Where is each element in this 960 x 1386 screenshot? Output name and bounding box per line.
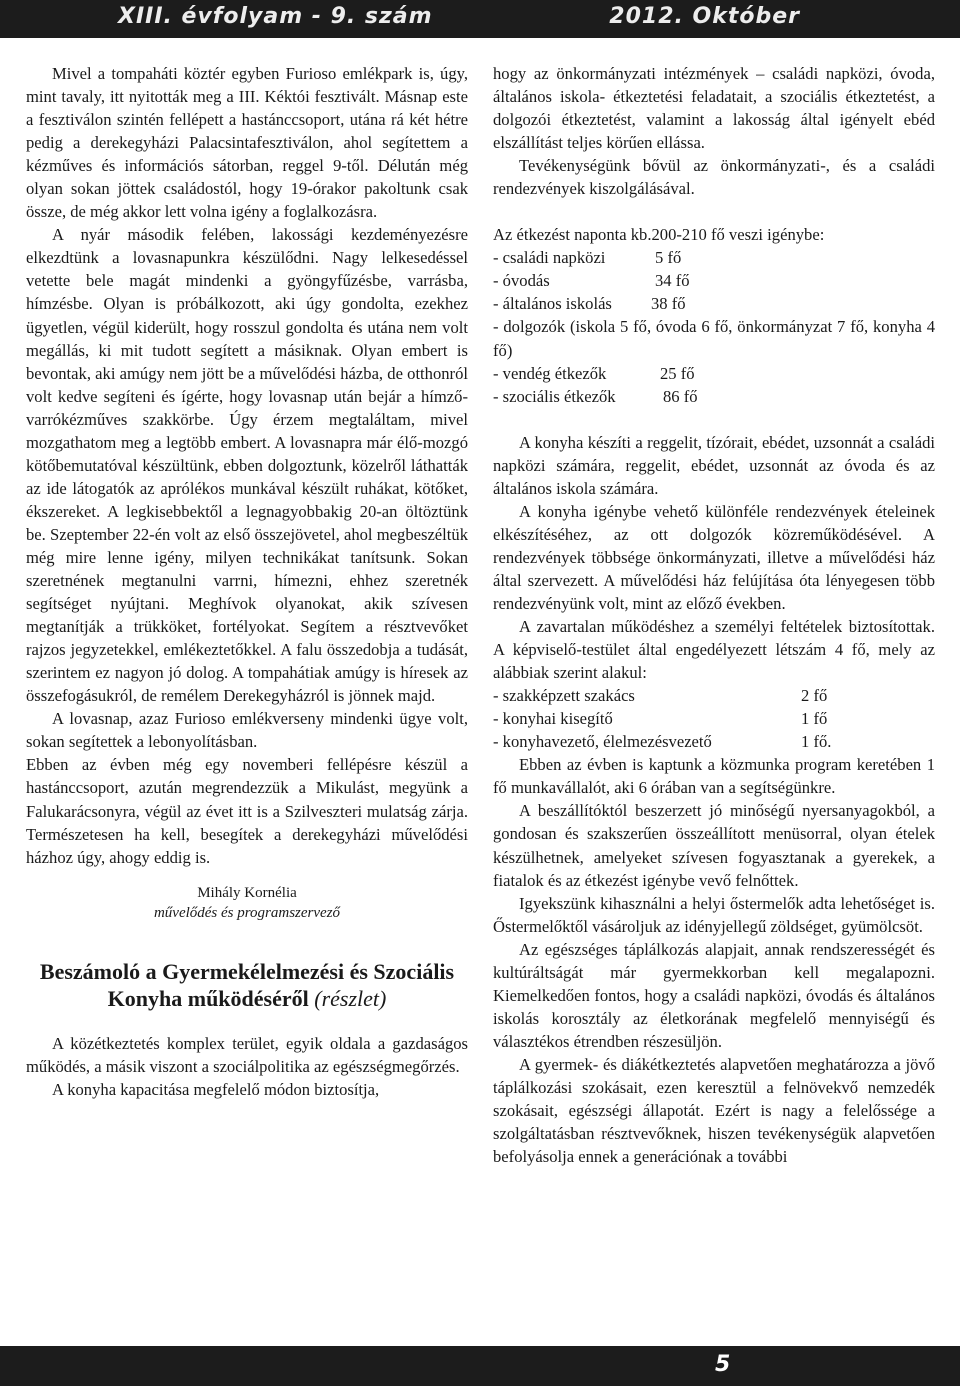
- article-title-sub: (részlet): [314, 985, 387, 1011]
- list-item: [493, 246, 935, 269]
- paragraph: A konyha igénybe vehető különféle rendezvények ételeinek elkészítéséhez, az ott dolgozók közreműködésével. A rendezvények többsége önkormányzati, illetve a művelődési ház által szervezett. A művelődési ház felújítása óta lényegesen több rendezvényünk volt, mint az előző években.: [493, 501, 935, 613]
- list-item: [493, 269, 935, 292]
- page-number: 5: [715, 1352, 731, 1377]
- issue-label: XIII. évfolyam - 9. szám: [118, 4, 433, 29]
- author-name: Mihály Kornélia: [197, 884, 297, 901]
- signature: [26, 883, 468, 923]
- list-item-label: - konyhavezető, élelmezésvezető: [493, 732, 712, 752]
- list-item-value: 1 fő: [801, 709, 828, 729]
- staff-list: [493, 684, 935, 753]
- list-item-label: - óvodás: [493, 271, 550, 291]
- list-item: [493, 684, 935, 707]
- list-item: [493, 315, 935, 361]
- list-item-label: - dolgozók (iskola 5 fő, óvoda 6 fő, önkormányzat 7 fő, konyha 4 fő): [493, 317, 935, 360]
- list-item: [493, 362, 935, 385]
- list-item-value: 38 fő: [651, 294, 686, 314]
- list-item: [493, 292, 935, 315]
- list-item-value: 86 fő: [663, 386, 698, 406]
- list-item-label: - szakképzett szakács: [493, 686, 635, 706]
- list-item-value: 5 fő: [655, 248, 682, 268]
- list-item-label: - szociális étkezők: [493, 386, 616, 406]
- paragraph: A nyár második felében, lakossági kezdeményezésre elkezdtünk a lovasnapunkra készülődni. Nagy lelkesedéssel vetette bele magát mindenki a gyöngyfűzésbe, varrásba, hímzésbe. Olyan is próbálkozott, aki úgy gondolta, ezekhez ügyetlen, végül kiderült, hogy rosszul gondolta és utána nem volt megállás, ki mit tudott segített a másiknak. Olyan embert is bevontak, aki amúgy nem jött be a művelődési házba, de otthonról volt kedve segíteni és ígérte, hogy lovasnap után bejár a hímző-varrókézműves szakkörbe. Úgy érzem megtaláltam, mivel mozgathatom meg a legtöbb embert. A lovasnapra már élő-mozgó kötőbemutatóval készültünk, ebben dolgoztunk, közelről láthatták az ide látogatók az aprólékos munkával készült ruhákat, kötőket, ékszereket. A legkisebbektől a legnagyobbakig 20-an öltöztünk be. Szeptember 22-én volt az első összejövetel, ahol megbeszéltük még mire lenne igény, milyen technikákat tanítsunk. Sokan szeretnének megtanulni varrni, hímezni, ehhez szeretnék segítséget nyújtani. Meghívok olyanokat, akik szívesen megtanítják a trükköket, fortélyokat. Segítem a résztvevőket rajzos jegyzetekkel, emlékeztetőkkel. A falu összedobja a tudását, szerintem ez nagyon jó dolog. A tompahátiak amúgy is híresek az összefogásukról, de remélem Derekegyházról is jönnek majd.: [26, 225, 468, 706]
- list-item-label: - vendég étkezők: [493, 363, 607, 383]
- paragraph: A gyermek- és diákétkeztetés alapvetően meghatározza a jövő táplálkozási szokásait, ezen keresztül a felnövekvő nemzedék szokásait, egészségi állapotát. Ezért is nagy a felelőssége a szolgáltatásban résztvevőknek, hiszen tevékenységük alapvetően befolyásolja ennek a generációnak a további: [493, 1054, 935, 1167]
- paragraph: A konyha készíti a reggelit, tízórait, ebédet, uzsonnát a családi napközi számára, reggelit, ebédet, uzsonnát az óvoda és az általános iskola számára.: [493, 432, 935, 498]
- paragraph: Mivel a tompaháti köztér egyben Furioso emlékpark is, úgy, mint tavaly, itt nyitották meg a III. Kéktói fesztivált. Másnap este a fesztiválon szintén fellépett a hastánccsoport, utána rá két hétre pedig a derekegyházi Palacsintafesztiválon, ahol segítettem a kézműves és információs sátorban, reggel 9-től. Délután még olyan sokan jöttek családostól, hogy 19-órakor pakoltunk csak össze, de még akkor lett volna igény a foglalkozásra.: [26, 64, 468, 222]
- list-item-label: - családi napközi: [493, 248, 606, 268]
- paragraph: A konyha kapacitása megfelelő módon biztosítja,: [52, 1079, 380, 1099]
- header-bar: [0, 0, 960, 38]
- paragraph: A lovasnap, azaz Furioso emlékverseny mindenki ügye volt, sokan segítettek a lebonyolításban.: [26, 709, 468, 752]
- paragraph: Tevékenységünk bővül az önkormányzati-, és a családi rendezvények kiszolgálásával.: [493, 156, 935, 199]
- issue-date: 2012. Október: [609, 4, 800, 29]
- list-item-value: 1 fő.: [801, 732, 832, 752]
- paragraph: A zavartalan működéshez a személyi feltételek biztosítottak. A képviselő-testület által engedélyezett létszám 4 fő, mely az alábbiak szerint alakul:: [493, 617, 935, 683]
- article-title-main: Beszámoló a Gyermekélelmezési és Szociális Konyha működéséről: [39, 958, 455, 1011]
- paragraph: Az étkezést naponta kb.200-210 fő veszi igénybe:: [493, 225, 825, 245]
- paragraph: Az egészséges táplálkozás alapjait, annak rendszerességét és kultúráltságát már gyermekkorban kell megalapozni. Kiemelkedően fontos, hogy a családi napközi, óvodás és általános iskolás korosztály az életkorának megfelelő mennyiségű és választékos étrendben részesüljön.: [493, 939, 935, 1051]
- list-item: [493, 730, 935, 753]
- list-item-label: - konyhai kisegítő: [493, 709, 613, 729]
- paragraph: Igyekszünk kihasználni a helyi őstermelők adta lehetőséget is. Őstermelőktől vásároljuk az idényjellegű zöldséget, gyümölcsöt.: [493, 893, 935, 936]
- paragraph: Ebben az évben is kaptunk a közmunka program keretében 1 fő munkavállalót, aki 6 órában van a segítségünkre.: [493, 755, 935, 798]
- right-column: [493, 62, 935, 1168]
- list-item: [493, 707, 935, 730]
- meal-count-list: [493, 246, 935, 407]
- list-item-value: 2 fő: [801, 686, 828, 706]
- paragraph: Ebben az évben még egy novemberi fellépésre készül a hastánccsoport, azután megrendezzük a Mikulást, megyünk a Falukarácsonyra, végül az évet itt is a Szilveszteri mulatság zárja. Természetesen ha kell, besegítek a derekegyházi művelődési házhoz úgy, ahogy eddig is.: [26, 755, 468, 867]
- left-column: [26, 62, 468, 1101]
- list-item-value: 25 fő: [660, 363, 695, 383]
- paragraph: A közétkeztetés komplex terület, egyik oldala a gazdaságos működés, a másik viszont a szociálpolitika az egészségmegőrzés.: [26, 1033, 468, 1076]
- paragraph: hogy az önkormányzati intézmények – családi napközi, óvoda, általános iskola- étkeztetési feladatait, a szociális étkeztetést, a dolgozói étkeztetést, valamint a lakosság által igényelt ebéd elszállítást teljes körűen ellássa.: [493, 64, 935, 153]
- footer-bar: [0, 1346, 960, 1386]
- article-title: [26, 958, 468, 1012]
- list-item: [493, 385, 935, 408]
- list-item-value: 34 fő: [655, 271, 690, 291]
- paragraph: A beszállítóktól beszerzett jó minőségű nyersanyagokból, a gondosan és szakszerűen összeállított menüsorral, olyan ételek készülhetnek, amelyeket szívesen fogyasztanak a gyerekek, a fiatalok és az étkezést igénybe vevő felnőttek.: [493, 801, 935, 890]
- list-item-label: - általános iskolás: [493, 294, 612, 314]
- author-role: művelődés és programszervező: [153, 904, 341, 921]
